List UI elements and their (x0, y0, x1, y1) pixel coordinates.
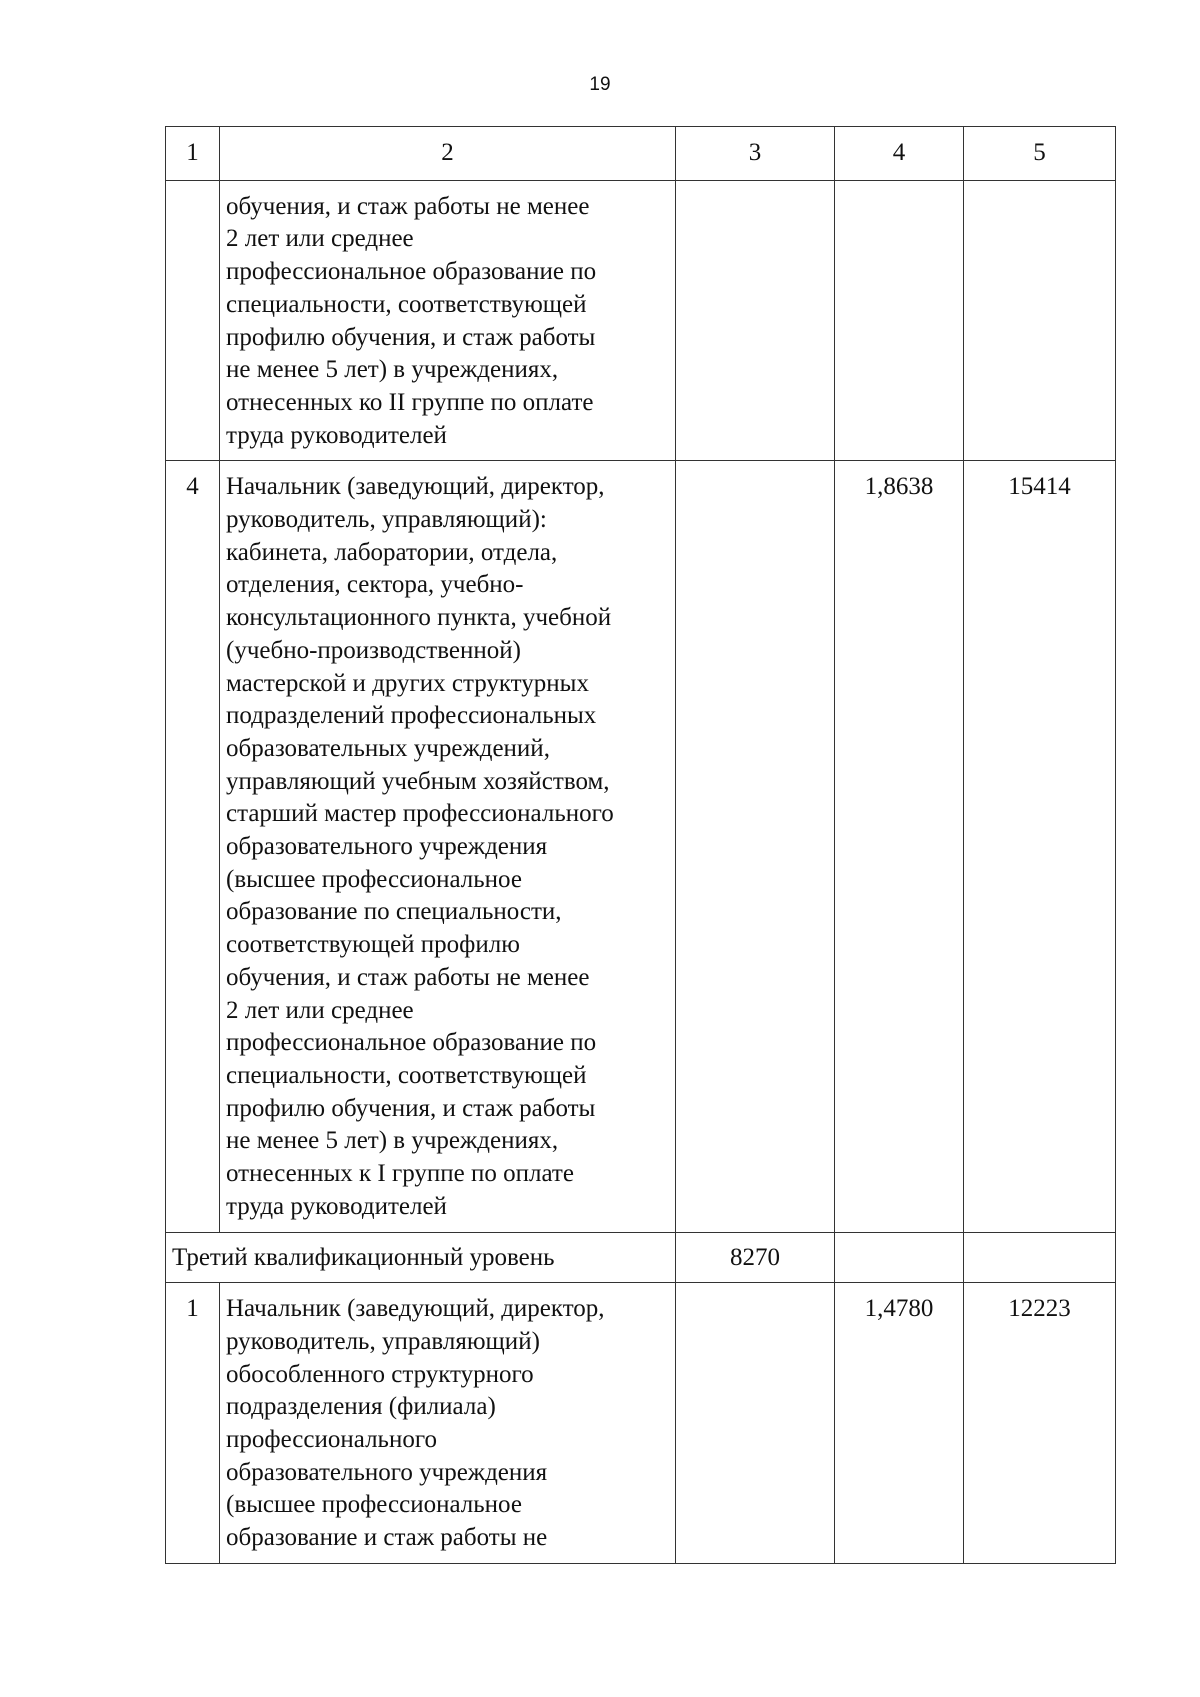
row-number: 4 (166, 461, 220, 1232)
base-salary: 8270 (676, 1232, 835, 1283)
header-col-2: 2 (220, 127, 676, 181)
qualification-level-row (166, 1232, 1116, 1283)
base-salary (676, 461, 835, 1232)
salary-amount (964, 180, 1116, 461)
salary-amount (964, 1232, 1116, 1283)
salary-amount: 12223 (964, 1283, 1116, 1564)
header-col-4: 4 (835, 127, 964, 181)
coefficient: 1,8638 (835, 461, 964, 1232)
base-salary (676, 180, 835, 461)
base-salary (676, 1283, 835, 1564)
qualification-level-label: Третий квалификационный уровень (166, 1232, 676, 1283)
table-row (166, 1283, 1116, 1564)
coefficient (835, 1232, 964, 1283)
table-header-row (166, 127, 1116, 181)
page-number: 19 (589, 74, 611, 95)
coefficient: 1,4780 (835, 1283, 964, 1564)
header-col-5: 5 (964, 127, 1116, 181)
table-row (166, 180, 1116, 461)
row-number: 1 (166, 1283, 220, 1564)
salary-amount: 15414 (964, 461, 1116, 1232)
position-description: Начальник (заведующий, директор, руководитель, управляющий) обособленного структурного подразделения (филиала) профессионального образовательного учреждения (высшее профессиональное образование и стаж работы не (220, 1283, 676, 1564)
header-col-1: 1 (166, 127, 220, 181)
qualification-table (165, 126, 1116, 1564)
position-description: обучения, и стаж работы не менее 2 лет или среднее профессиональное образование по специальности, соответствующей профилю обучения, и стаж работы не менее 5 лет) в учреждениях, отнесенных ко II группе по оплате труда руководителей (220, 180, 676, 461)
position-description: Начальник (заведующий, директор, руководитель, управляющий): кабинета, лаборатории, отдела, отделения, сектора, учебно- консультационного пункта, учебной (учебно-производственной) мастерской и других структурных подразделений профессиональных образовательных учреждений, управляющий учебным хозяйством, старший мастер профессионального образовательного учреждения (высшее профессиональное образование по специальности, соответствующей профилю обучения, и стаж работы не менее 2 лет или среднее профессиональное образование по специальности, соответствующей профилю обучения, и стаж работы не менее 5 лет) в учреждениях, отнесенных к I группе по оплате труда руководителей (220, 461, 676, 1232)
coefficient (835, 180, 964, 461)
header-col-3: 3 (676, 127, 835, 181)
row-number (166, 180, 220, 461)
table-row (166, 461, 1116, 1232)
